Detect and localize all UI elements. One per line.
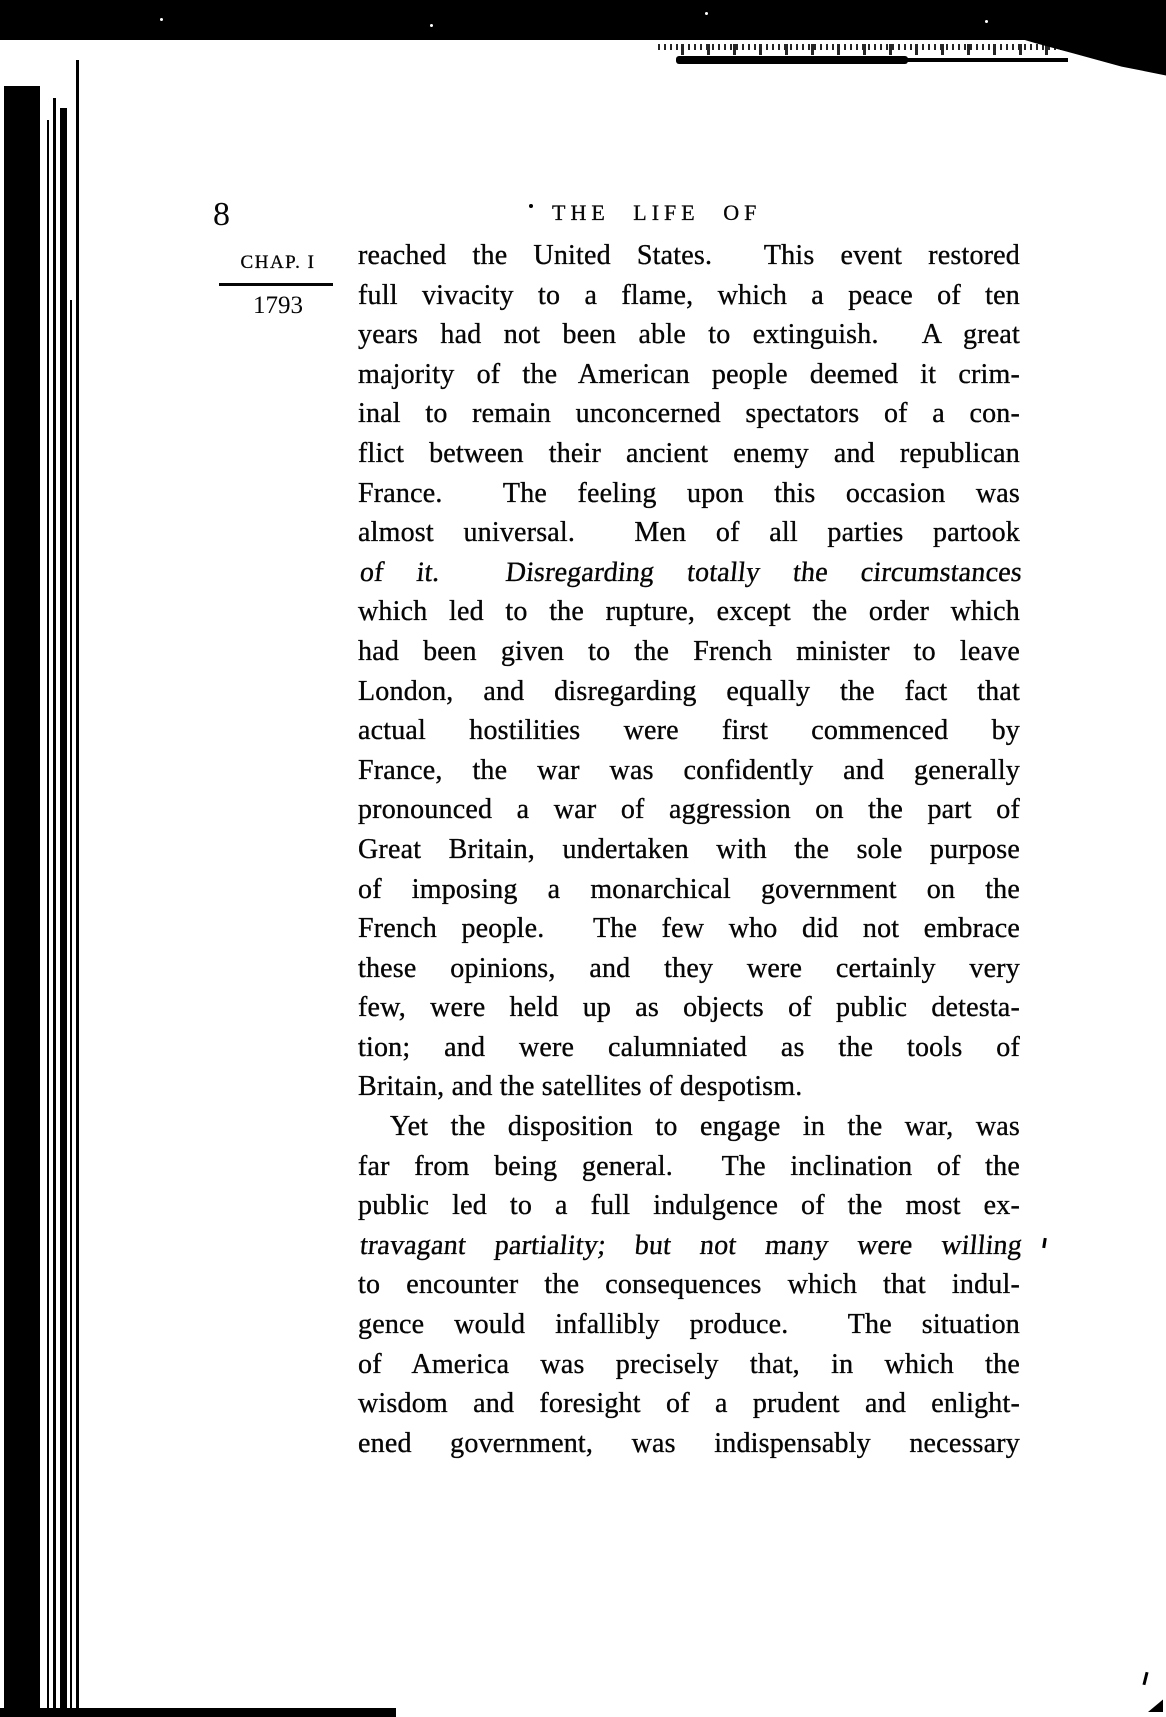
text-line: years had not been able to extinguish. A great: [358, 319, 1020, 351]
scan-speck: [430, 24, 433, 27]
text-line: to encounter the consequences which that indul-: [358, 1269, 1020, 1301]
text-line: tion; and were calumniated as the tools of: [358, 1031, 1020, 1063]
scan-dot-above-header: [529, 204, 533, 208]
text-line: wisdom and foresight of a prudent and enlight-: [358, 1388, 1020, 1420]
scan-stray-mark: [1042, 1238, 1047, 1248]
text-line: almost universal. Men of all parties partook: [358, 517, 1020, 549]
text-line: of America was precisely that, in which the: [358, 1348, 1020, 1380]
scan-noise-tickmarks: [658, 44, 1062, 55]
text-line: of imposing a monarchical government on the: [358, 873, 1020, 905]
text-line: public led to a full indulgence of the most ex-: [358, 1190, 1020, 1222]
text-line: gence would infallibly produce. The situation: [358, 1309, 1020, 1341]
text-line: of it. Disregarding totally the circumstances: [358, 556, 1024, 588]
text-line: Great Britain, undertaken with the sole purpose: [358, 833, 1020, 865]
scan-noise-bar: [676, 56, 908, 64]
scan-gutter-stripe: [53, 98, 56, 1717]
scan-speck: [985, 20, 988, 23]
scan-gutter-band: [4, 86, 40, 1717]
text-line: majority of the American people deemed it crim-: [358, 358, 1020, 390]
margin-note-year: 1793: [253, 292, 303, 319]
text-line: Yet the disposition to engage in the war, was: [390, 1111, 1020, 1143]
scan-top-edge-band: [0, 0, 1166, 40]
text-line: full vivacity to a flame, which a peace of ten: [358, 279, 1020, 311]
text-line: had been given to the French minister to leave: [358, 635, 1020, 667]
scan-gutter-stripe: [70, 300, 72, 1717]
scan-gutter-stripe: [60, 108, 67, 1717]
text-line: reached the United States. This event restored: [358, 240, 1020, 271]
margin-note-rule: [219, 283, 333, 286]
text-line: few, were held up as objects of public detesta-: [358, 992, 1020, 1024]
text-line: inal to remain unconcerned spectators of a con-: [358, 398, 1020, 430]
scan-speck: [705, 12, 708, 15]
text-line: these opinions, and they were certainly very: [358, 952, 1020, 984]
text-line: Britain, and the satellites of despotism.: [358, 1071, 803, 1103]
scan-corner-blob: [1148, 1696, 1163, 1712]
text-line: flict between their ancient enemy and republican: [358, 437, 1020, 469]
text-line: travagant partiality; but not many were willing: [358, 1229, 1024, 1261]
text-line: ened government, was indispensably necessary: [358, 1427, 1020, 1459]
text-line: actual hostilities were first commenced by: [358, 715, 1020, 747]
text-line: France. The feeling upon this occasion was: [358, 477, 1020, 509]
scan-gutter-stripe: [47, 120, 49, 1717]
text-line: French people. The few who did not embrace: [358, 913, 1020, 945]
running-header: THE LIFE OF: [552, 200, 762, 225]
body-text: [358, 236, 1024, 1463]
page-number: 8: [213, 196, 230, 233]
text-line: London, and disregarding equally the fact that: [358, 675, 1020, 707]
scan-gutter-stripe: [76, 60, 79, 1717]
text-line: pronounced a war of aggression on the part of: [358, 794, 1020, 826]
scan-speck: [160, 18, 163, 21]
text-line: far from being general. The inclination of the: [358, 1150, 1020, 1182]
margin-note-chapter: CHAP. I: [240, 252, 316, 273]
scan-bottom-edge-strip: [0, 1708, 396, 1717]
text-line: which led to the rupture, except the order which: [358, 596, 1020, 628]
text-line: France, the war was confidently and generally: [358, 754, 1020, 786]
scan-noise-bar-thin: [900, 58, 1068, 62]
scan-corner-tick: [1142, 1672, 1148, 1685]
